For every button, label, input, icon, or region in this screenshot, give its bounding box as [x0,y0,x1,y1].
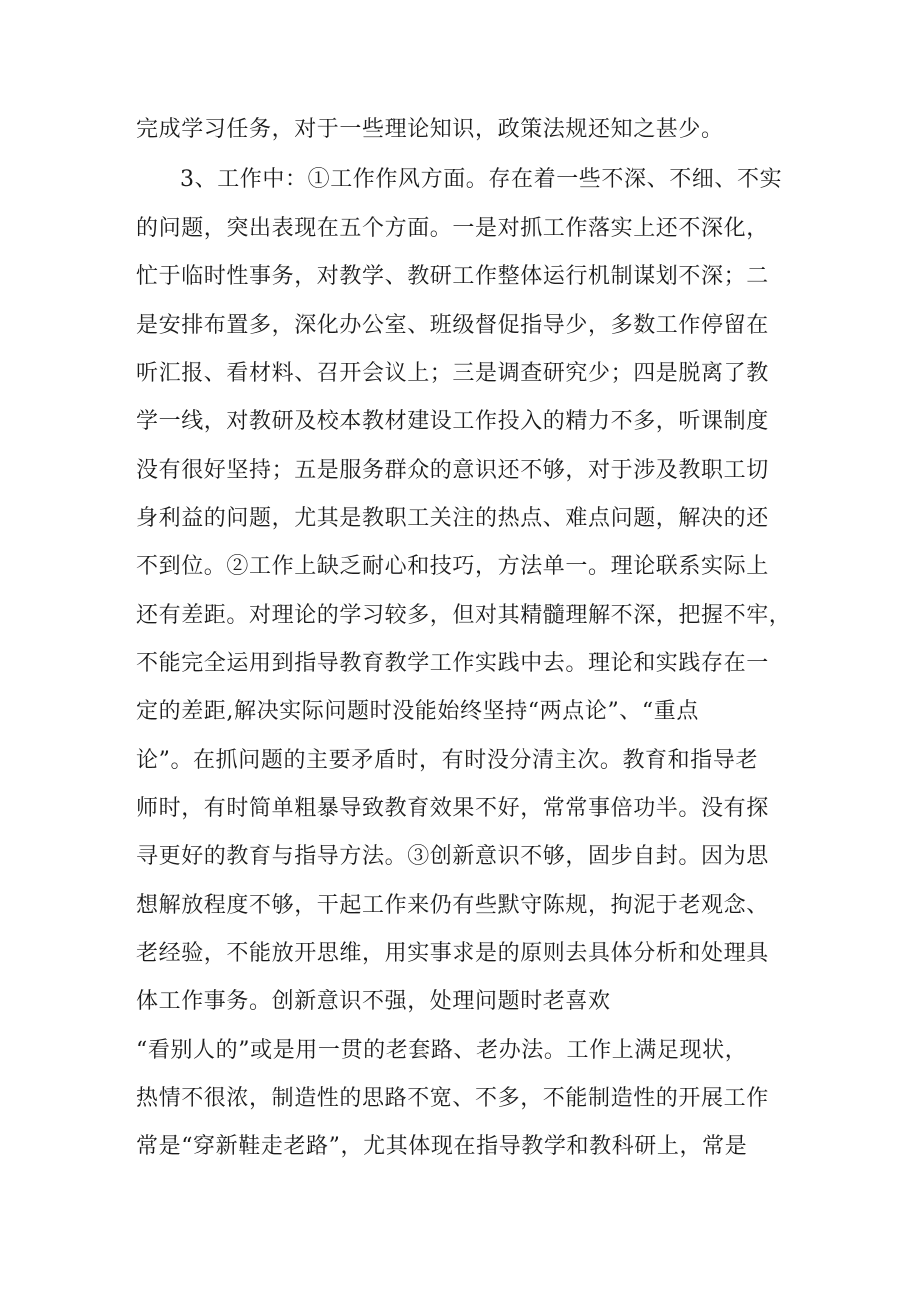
text-line: 听汇报、看材料、召开会议上；三是调查研究少；四是脱离了教 [136,361,769,386]
text-line: 学一线，对教研及校本教材建设工作投入的精力不多，听课制度 [136,409,769,434]
text-line: 忙于临时性事务，对教学、教研工作整体运行机制谋划不深；二 [136,264,769,289]
text-line: 还有差距。对理论的学习较多，但对其精髓理解不深，把握不牢， [136,603,792,628]
text-line: 老经验，不能放开思维，用实事求是的原则去具体分析和处理具 [136,941,769,966]
text-line: 不能完全运用到指导教育教学工作实践中去。理论和实践存在一 [136,651,769,676]
text-line: “看别人的”或是用一贯的老套路、老办法。工作上满足现状， [136,1038,748,1063]
text-line: 不到位。②工作上缺乏耐心和技巧，方法单一。理论联系实际上 [136,554,769,579]
text-line: 体工作事务。创新意识不强，处理问题时老喜欢 [136,989,611,1014]
text-line: 3、工作中：①工作作风方面。存在着一些不深、不细、不实 [180,167,783,192]
text-line: 寻更好的教育与指导方法。③创新意识不够，固步自封。因为思 [136,844,769,869]
text-line: 是安排布置多，深化办公室、班级督促指导少，多数工作停留在 [136,313,769,338]
text-line: 常是“穿新鞋走老路”，尤其体现在指导教学和教科研上，常是 [136,1134,748,1159]
text-line: 没有很好坚持；五是服务群众的意识还不够，对于涉及教职工切 [136,458,769,483]
text-line: 师时，有时简单粗暴导致教育效果不好，常常事倍功半。没有探 [136,796,769,821]
text-line: 身利益的问题，尤其是教职工关注的热点、难点问题，解决的还 [136,506,769,531]
text-line: 完成学习任务，对于一些理论知识，政策法规还知之甚少。 [136,117,724,142]
text-line: 定的差距,解决实际问题时没能始终坚持“两点论”、“重点 [136,699,699,724]
text-line: 热情不很浓，制造性的思路不宽、不多，不能制造性的开展工作 [136,1086,769,1111]
text-line: 想解放程度不够，干起工作来仍有些默守陈规，拘泥于老观念、 [136,893,769,918]
text-line: 论”。在抓问题的主要矛盾时，有时没分清主次。教育和指导老 [136,748,759,773]
text-line: 的问题，突出表现在五个方面。一是对抓工作落实上还不深化， [136,216,769,241]
